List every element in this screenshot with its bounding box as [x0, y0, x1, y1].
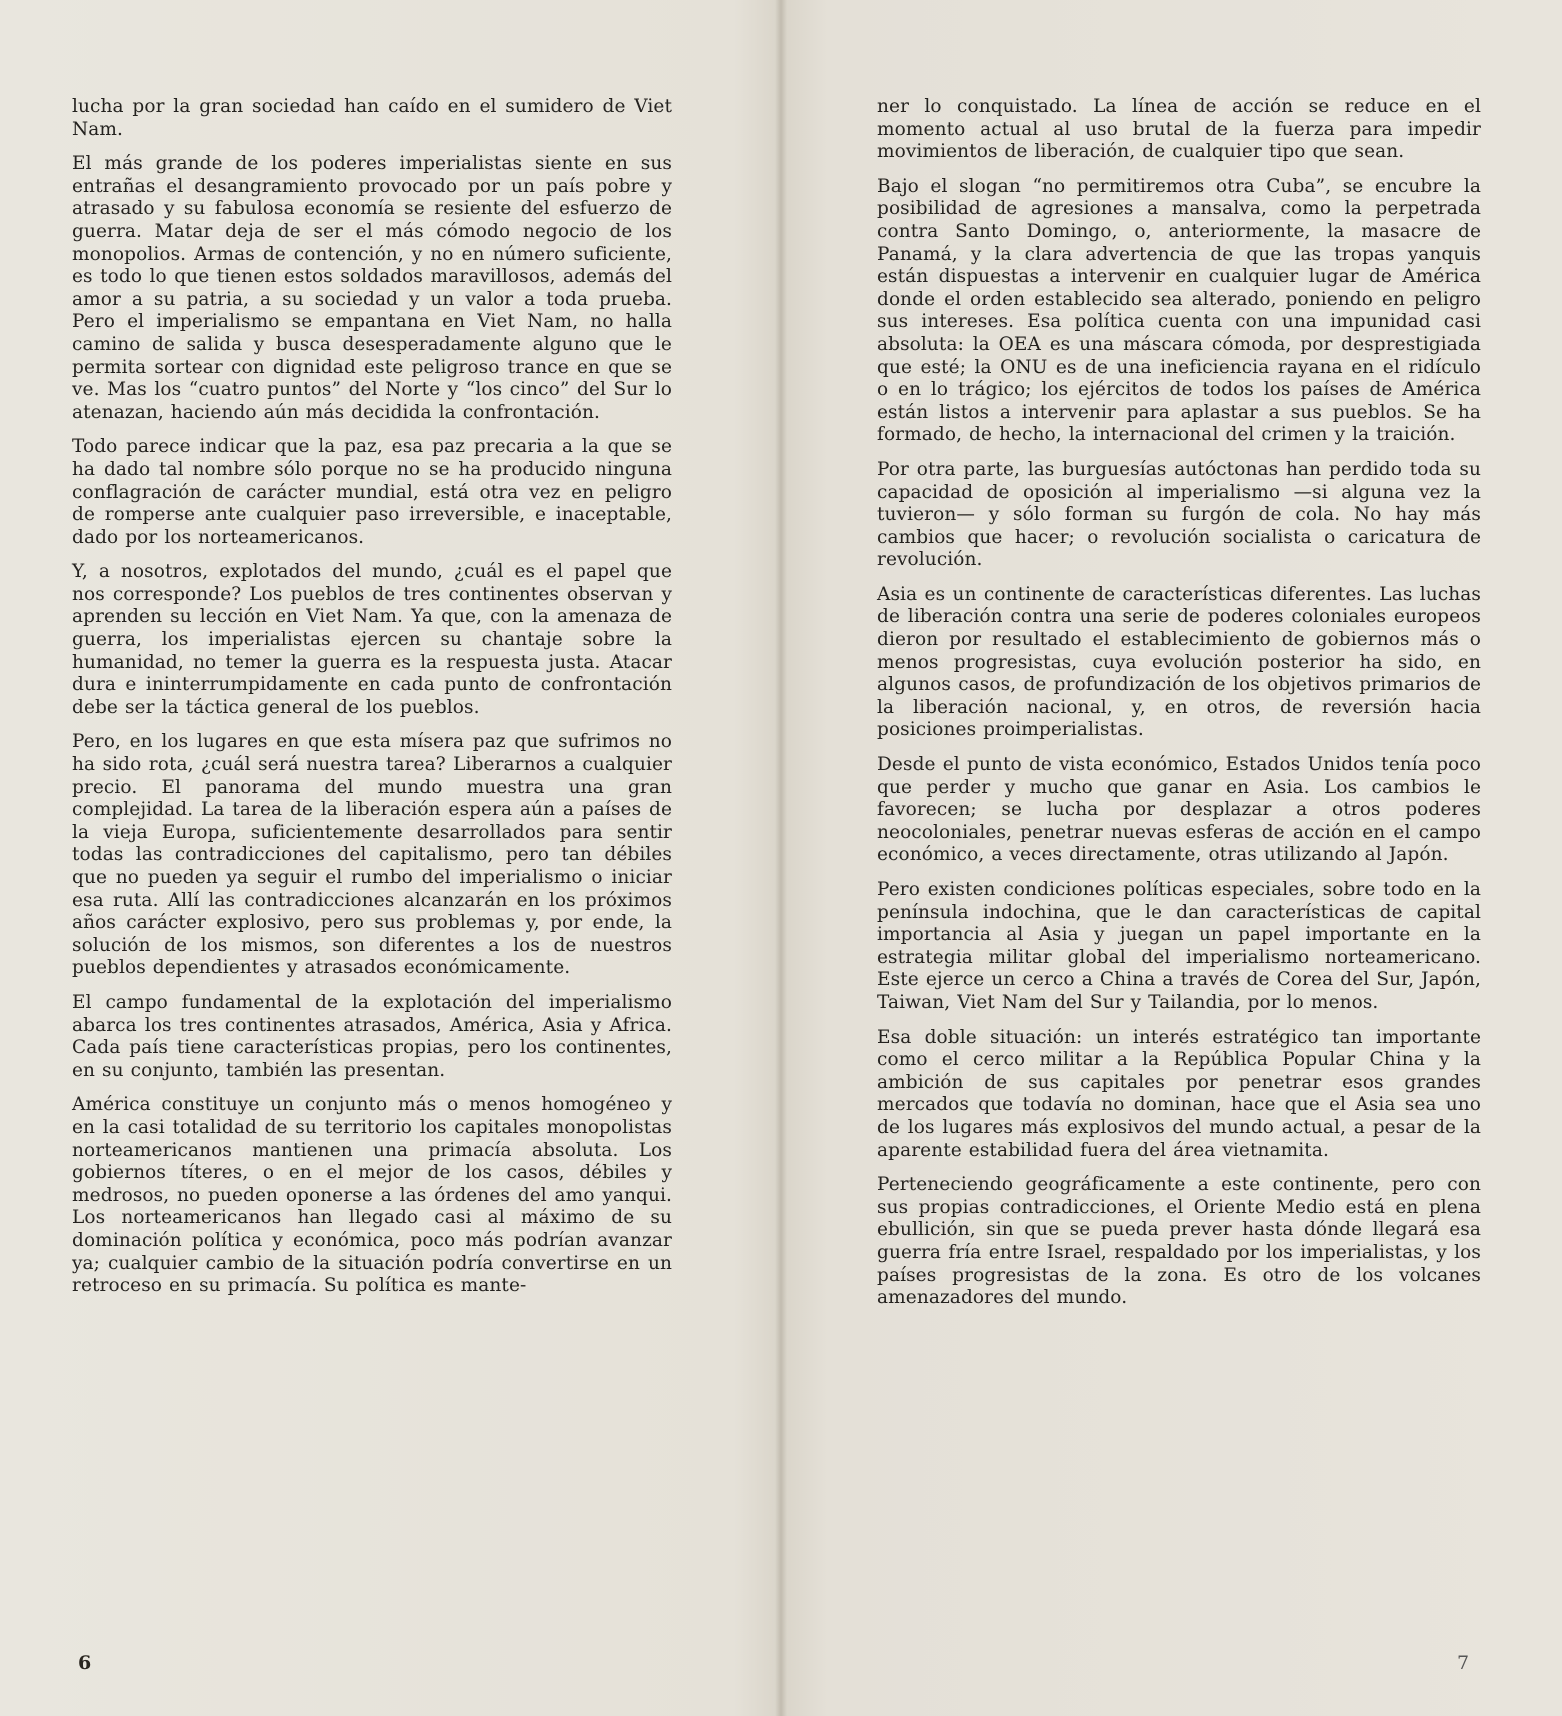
right-page: [877, 96, 1481, 1322]
paragraph: Por otra parte, las burguesías autóctonas han perdido toda su capacidad de oposición al imperialismo —si alguna vez la tuvieron— y sólo forman su furgón de cola. No hay más cambios que hacer; o revolución socialista o caricatura de revolución.: [877, 458, 1481, 571]
book-gutter: [775, 0, 787, 1716]
paragraph: Todo parece indicar que la paz, esa paz precaria a la que se ha dado tal nombre sólo porque no se ha producido ninguna conflagración de carácter mundial, está otra vez en peligro de romperse ante cualquier paso irreversible, e inaceptable, dado por los norteamericanos.: [72, 436, 672, 548]
paragraph: Y, a nosotros, explotados del mundo, ¿cuál es el papel que nos corresponde? Los pueblos de tres continentes observan y aprenden su lección en Viet Nam. Ya que, con la amenaza de guerra, los imperialistas ejercen su chantaje sobre la humanidad, no temer la guerra es la respuesta justa. Atacar dura e ininterrumpidamente en cada punto de confrontación debe ser la táctica general de los pueblos.: [72, 561, 672, 718]
paragraph: Pero existen condiciones políticas especiales, sobre todo en la península indochina, que le dan características de capital importancia al Asia y juegan un papel importante en la estrategia militar global del imperialismo norteamericano. Este ejerce un cerco a China a través de Corea del Sur, Japón, Taiwan, Viet Nam del Sur y Tailandia, por lo menos.: [877, 879, 1481, 1013]
paragraph: El campo fundamental de la explotación del imperialismo abarca los tres continentes atrasados, América, Asia y Africa. Cada país tiene características propias, pero los continentes, en su conjunto, también las presentan.: [72, 991, 672, 1081]
paragraph: Esa doble situación: un interés estratégico tan importante como el cerco militar a la República Popular China y la ambición de sus capitales por penetrar esos grandes mercados que todavía no dominan, hace que el Asia sea uno de los lugares más explosivos del mundo actual, a pesar de la aparente estabilidad fuera del área vietnamita.: [877, 1026, 1481, 1161]
paragraph: Asia es un continente de características diferentes. Las luchas de liberación contra una serie de poderes coloniales europeos dieron por resultado el establecimiento de gobiernos más o menos progresistas, cuya evolución posterior ha sido, en algunos casos, de profundización de los objetivos primarios de la liberación nacional, y, en otros, de reversión hacia posiciones proimperialistas.: [877, 583, 1481, 741]
paragraph: Bajo el slogan “no permitiremos otra Cuba”, se encubre la posibilidad de agresiones a mansalva, como la perpetrada contra Santo Domingo, o, anteriormente, la masacre de Panamá, y la clara advertencia de que las tropas yanquis están dispuestas a intervenir en cualquier lugar de América donde el orden establecido sea alterado, poniendo en peligro sus intereses. Esa política cuenta con una impunidad casi absoluta: la OEA es una máscara cómoda, por desprestigiada que esté; la ONU es de una ineficiencia rayana en el ridículo o en lo trágico; los ejércitos de todos los países de América están listos a intervenir para aplastar a sus pueblos. Se ha formado, de hecho, la internacional del crimen y la traición.: [877, 175, 1481, 446]
page-number-left: 6: [78, 1652, 92, 1674]
paragraph: Desde el punto de vista económico, Estados Unidos tenía poco que perder y mucho que ganar en Asia. Los cambios le favorecen; se lucha por desplazar a otros poderes neocoloniales, penetrar nuevas esferas de acción en el campo económico, a veces directamente, otras utilizando al Japón.: [877, 754, 1481, 866]
left-page: [72, 96, 672, 1310]
paragraph: América constituye un conjunto más o menos homogéneo y en la casi totalidad de su territorio los capitales monopolistas norteamericanos mantienen una primacía absoluta. Los gobiernos títeres, o en el mejor de los casos, débiles y medrosos, no pueden oponerse a las órdenes del amo yanqui. Los norteamericanos han llegado casi al máximo de su dominación política y económica, poco más podrían avanzar ya; cualquier cambio de la situación podría convertirse en un retroceso en su primacía. Su política es mante-: [72, 1094, 672, 1297]
page-number-right: 7: [1457, 1652, 1470, 1674]
paragraph: ner lo conquistado. La línea de acción se reduce en el momento actual al uso brutal de la fuerza para impedir movimientos de liberación, de cualquier tipo que sean.: [877, 96, 1481, 163]
paragraph: lucha por la gran sociedad han caído en el sumidero de Viet Nam.: [72, 96, 672, 140]
paragraph: Pero, en los lugares en que esta mísera paz que sufrimos no ha sido rota, ¿cuál será nuestra tarea? Liberarnos a cualquier precio. El panorama del mundo muestra una gran complejidad. La tarea de la liberación espera aún a países de la vieja Europa, suficientemente desarrollados para sentir todas las contradicciones del capitalismo, pero tan débiles que no pueden ya seguir el rumbo del imperialismo o iniciar esa ruta. Allí las contradicciones alcanzarán en los próximos años carácter explosivo, pero sus problemas y, por ende, la solución de los mismos, son diferentes a los de nuestros pueblos dependientes y atrasados económicamente.: [72, 731, 672, 979]
paragraph: El más grande de los poderes imperialistas siente en sus entrañas el desangramiento provocado por un país pobre y atrasado y su fabulosa economía se resiente del esfuerzo de guerra. Matar deja de ser el más cómodo negocio de los monopolios. Armas de contención, y no en número suficiente, es todo lo que tienen estos soldados maravillosos, además del amor a su patria, a su sociedad y un valor a toda prueba. Pero el imperialismo se empantana en Viet Nam, no halla camino de salida y busca desesperadamente alguno que le permita sortear con dignidad este peligroso trance en que se ve. Mas los “cuatro puntos” del Norte y “los cinco” del Sur lo atenazan, haciendo aún más decidida la confrontación.: [72, 153, 672, 423]
paragraph: Perteneciendo geográficamente a este continente, pero con sus propias contradicciones, el Oriente Medio está en plena ebullición, sin que se pueda prever hasta dónde llegará esa guerra fría entre Israel, respaldado por los imperialistas, y los países progresistas de la zona. Es otro de los volcanes amenazadores del mundo.: [877, 1174, 1481, 1309]
